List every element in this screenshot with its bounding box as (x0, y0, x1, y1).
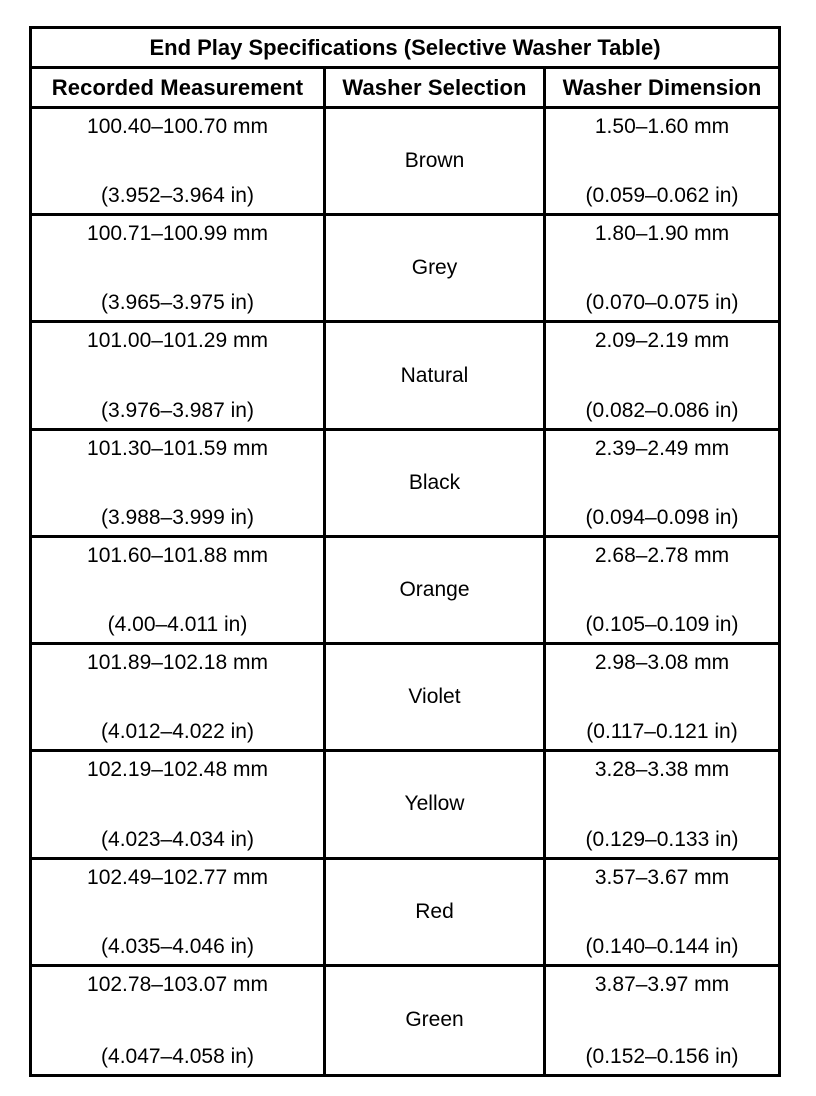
measurement-in: (4.00–4.011 in) (107, 613, 248, 637)
measurement-cell (32, 109, 326, 216)
dimension-mm: 3.57–3.67 mm (594, 865, 730, 889)
dimension-in: (0.152–0.156 in) (585, 1044, 739, 1068)
measurement-cell (32, 323, 326, 430)
header-recorded-measurement: Recorded Measurement (32, 69, 326, 109)
dimension-mm: 3.28–3.38 mm (594, 758, 730, 782)
measurement-mm: 101.60–101.88 mm (87, 543, 268, 567)
washer-cell (326, 645, 546, 752)
washer-cell (326, 323, 546, 430)
dimension-in: (0.105–0.109 in) (585, 613, 739, 637)
washer-color: Grey (411, 256, 458, 280)
measurement-in: (4.047–4.058 in) (101, 1044, 254, 1068)
dimension-cell (546, 752, 778, 859)
washer-color: Yellow (404, 792, 465, 816)
dimension-mm: 3.87–3.97 mm (594, 972, 730, 996)
header-washer-selection: Washer Selection (326, 69, 546, 109)
measurement-mm: 101.89–102.18 mm (87, 651, 268, 675)
dimension-cell (546, 645, 778, 752)
washer-color: Black (408, 470, 461, 494)
washer-color: Natural (400, 363, 469, 387)
measurement-in: (3.976–3.987 in) (101, 398, 254, 422)
washer-cell (326, 431, 546, 538)
dimension-in: (0.094–0.098 in) (585, 505, 739, 529)
measurement-mm: 101.00–101.29 mm (87, 329, 268, 353)
dimension-mm: 2.98–3.08 mm (594, 651, 730, 675)
header-washer-dimension: Washer Dimension (546, 69, 778, 109)
measurement-cell (32, 967, 326, 1074)
dimension-cell (546, 538, 778, 645)
dimension-mm: 1.80–1.90 mm (594, 222, 730, 246)
dimension-mm: 2.68–2.78 mm (594, 543, 730, 567)
dimension-cell (546, 323, 778, 430)
measurement-in: (4.023–4.034 in) (101, 827, 254, 851)
dimension-cell (546, 860, 778, 967)
dimension-in: (0.059–0.062 in) (585, 184, 739, 208)
washer-cell (326, 967, 546, 1074)
dimension-in: (0.070–0.075 in) (585, 291, 739, 315)
dimension-cell (546, 967, 778, 1074)
measurement-cell (32, 431, 326, 538)
selective-washer-table (29, 26, 781, 1077)
measurement-in: (3.965–3.975 in) (101, 291, 254, 315)
table-title: End Play Specifications (Selective Washer Table) (32, 29, 778, 69)
washer-cell (326, 538, 546, 645)
washer-color: Red (415, 899, 454, 923)
dimension-mm: 2.39–2.49 mm (594, 436, 730, 460)
dimension-in: (0.082–0.086 in) (585, 398, 739, 422)
measurement-cell (32, 538, 326, 645)
measurement-in: (3.988–3.999 in) (101, 505, 254, 529)
measurement-mm: 100.71–100.99 mm (87, 222, 268, 246)
dimension-in: (0.140–0.144 in) (585, 934, 739, 958)
measurement-cell (32, 860, 326, 967)
washer-color: Green (405, 1008, 464, 1032)
measurement-cell (32, 216, 326, 323)
dimension-mm: 1.50–1.60 mm (594, 115, 730, 138)
washer-color: Violet (408, 685, 461, 709)
washer-cell (326, 752, 546, 859)
dimension-cell (546, 109, 778, 216)
measurement-mm: 101.30–101.59 mm (87, 436, 268, 460)
measurement-cell (32, 645, 326, 752)
measurement-cell (32, 752, 326, 859)
washer-cell (326, 860, 546, 967)
dimension-in: (0.117–0.121 in) (586, 720, 738, 744)
dimension-cell (546, 431, 778, 538)
measurement-in: (4.012–4.022 in) (101, 720, 254, 744)
measurement-mm: 100.40–100.70 mm (87, 115, 268, 138)
washer-cell (326, 216, 546, 323)
measurement-in: (4.035–4.046 in) (101, 934, 254, 958)
washer-color: Orange (399, 577, 470, 601)
dimension-in: (0.129–0.133 in) (585, 827, 739, 851)
measurement-mm: 102.78–103.07 mm (87, 972, 268, 996)
washer-color: Brown (404, 149, 465, 173)
measurement-in: (3.952–3.964 in) (101, 184, 254, 208)
washer-cell (326, 109, 546, 216)
measurement-mm: 102.49–102.77 mm (87, 865, 268, 889)
dimension-mm: 2.09–2.19 mm (594, 329, 730, 353)
measurement-mm: 102.19–102.48 mm (87, 758, 268, 782)
dimension-cell (546, 216, 778, 323)
